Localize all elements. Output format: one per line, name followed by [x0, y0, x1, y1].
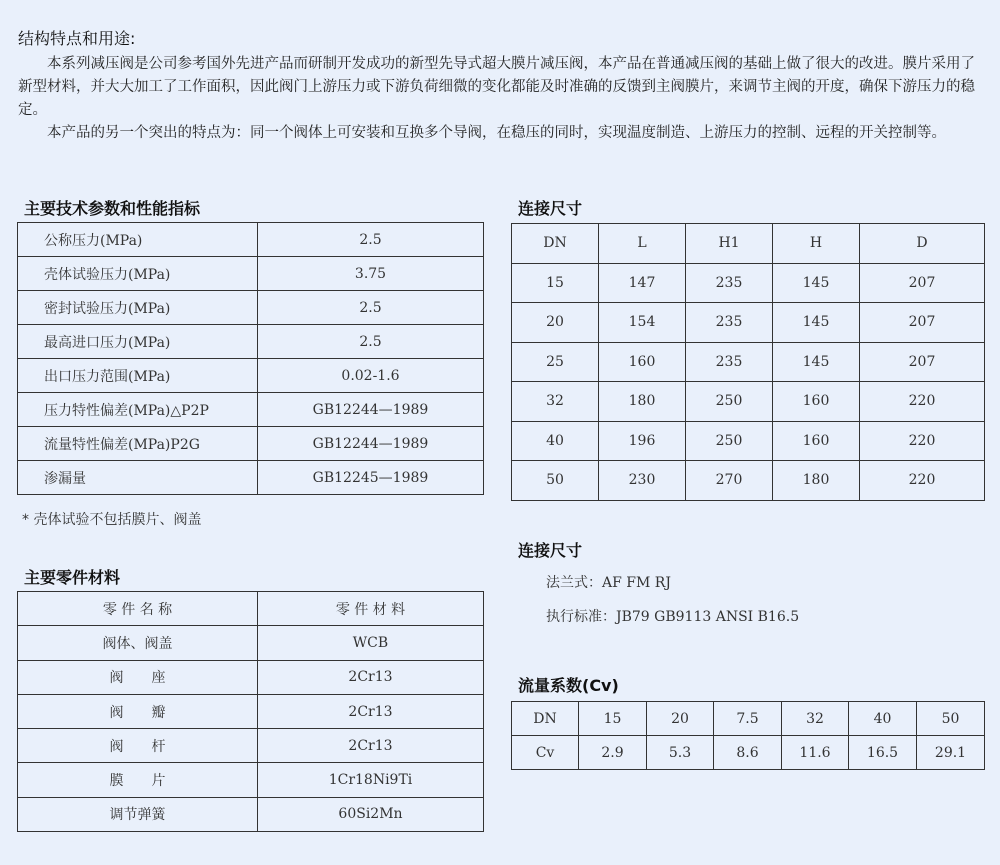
table-cell: 180 — [773, 461, 860, 501]
table-cell: 235 — [686, 263, 773, 303]
cv-title: 流量系数(Cv) — [518, 676, 619, 695]
table-cell: 7.5 — [714, 702, 782, 736]
table-cell: 147 — [599, 263, 686, 303]
table-cell: 207 — [860, 342, 985, 382]
table-cell: 160 — [773, 421, 860, 461]
column-header: 零 件 名 称 — [18, 592, 258, 626]
table-cell: 15 — [512, 263, 599, 303]
table-row — [18, 626, 484, 660]
part-material: 2Cr13 — [258, 660, 484, 694]
table-row — [18, 359, 484, 393]
table-cell: 145 — [773, 263, 860, 303]
table-row — [18, 461, 484, 495]
part-name: 膜 片 — [18, 763, 258, 797]
standards: 执行标准：JB79 GB9113 ANSI B16.5 — [546, 609, 800, 625]
column-header: H — [773, 224, 860, 264]
param-label: 公称压力(MPa) — [18, 223, 258, 257]
table-row — [18, 393, 484, 427]
table-cell: 230 — [599, 461, 686, 501]
column-header: D — [860, 224, 985, 264]
table-cell: 220 — [860, 421, 985, 461]
table-cell: 8.6 — [714, 736, 782, 770]
table-row — [18, 291, 484, 325]
table-row — [18, 325, 484, 359]
param-label: 压力特性偏差(MPa)△P2P — [18, 393, 258, 427]
table-row — [18, 763, 484, 797]
table-cell: 207 — [860, 263, 985, 303]
param-value: 3.75 — [258, 257, 484, 291]
table-cell: 207 — [860, 303, 985, 343]
table-row — [512, 461, 985, 501]
table-cell: 250 — [686, 421, 773, 461]
table-cell: 32 — [782, 702, 849, 736]
table-cell: 5.3 — [647, 736, 714, 770]
part-name: 阀体、阀盖 — [18, 626, 258, 660]
column-header: 零 件 材 料 — [258, 592, 484, 626]
table-cell: 160 — [773, 382, 860, 422]
table-header-row — [18, 592, 484, 626]
table-row — [512, 303, 985, 343]
param-value: 2.5 — [258, 325, 484, 359]
table-cell: 15 — [579, 702, 647, 736]
param-value: GB12245—1989 — [258, 461, 484, 495]
table-cell: 145 — [773, 342, 860, 382]
table-cell: 220 — [860, 461, 985, 501]
table-cell: 40 — [849, 702, 917, 736]
materials-table — [17, 591, 484, 832]
table-cell: 11.6 — [782, 736, 849, 770]
table-row — [512, 263, 985, 303]
intro-title: 结构特点和用途: — [18, 29, 136, 48]
part-material: 1Cr18Ni9Ti — [258, 763, 484, 797]
table-cell: 235 — [686, 342, 773, 382]
param-value: 2.5 — [258, 291, 484, 325]
table-cell: Cv — [512, 736, 579, 770]
table-cell: 40 — [512, 421, 599, 461]
part-material: 2Cr13 — [258, 729, 484, 763]
table-cell: 180 — [599, 382, 686, 422]
part-name: 阀 座 — [18, 660, 258, 694]
params-table — [17, 222, 484, 495]
table-row — [18, 729, 484, 763]
table-cell: 32 — [512, 382, 599, 422]
table-cell: 50 — [512, 461, 599, 501]
table-row — [18, 660, 484, 694]
param-label: 密封试验压力(MPa) — [18, 291, 258, 325]
part-name: 阀 瓣 — [18, 694, 258, 728]
table-cell: 220 — [860, 382, 985, 422]
table-cell: 29.1 — [917, 736, 985, 770]
table-cell: 20 — [512, 303, 599, 343]
intro-section — [18, 26, 988, 145]
table-cell: 250 — [686, 382, 773, 422]
part-name: 阀 杆 — [18, 729, 258, 763]
intro-paragraph-1: 本系列减压阀是公司参考国外先进产品而研制开发成功的新型先导式超大膜片减压阀，本产品在普通减压阀的基础上做了很大的改进。膜片采用了新型材料，并大大加工了工作面积，因此阀门上游压力或下游负荷细微的变化都能及时准确的反馈到主阀膜片，来调节主阀的开度，确保下游压力的稳定。 — [18, 56, 975, 118]
table-row — [18, 797, 484, 831]
table-cell: 196 — [599, 421, 686, 461]
connection-title: 连接尺寸 — [518, 541, 583, 560]
part-material: 60Si2Mn — [258, 797, 484, 831]
table-cell: 2.9 — [579, 736, 647, 770]
column-header: L — [599, 224, 686, 264]
materials-title: 主要零件材料 — [24, 568, 121, 587]
table-header-row — [512, 224, 985, 264]
table-cell: 50 — [917, 702, 985, 736]
part-name: 调节弹簧 — [18, 797, 258, 831]
intro-paragraph-2: 本产品的另一个突出的特点为：同一个阀体上可安装和互换多个导阀，在稳压的同时，实现温度制造、上游压力的控制、远程的开关控制等。 — [47, 125, 946, 141]
table-cell: 160 — [599, 342, 686, 382]
table-row — [18, 257, 484, 291]
param-label: 出口压力范围(MPa) — [18, 359, 258, 393]
table-cell: 270 — [686, 461, 773, 501]
param-label: 流量特性偏差(MPa)P2G — [18, 427, 258, 461]
param-value: GB12244—1989 — [258, 427, 484, 461]
param-label: 最高进口压力(MPa) — [18, 325, 258, 359]
table-row — [512, 342, 985, 382]
flange-types: 法兰式：AF FM RJ — [546, 575, 671, 591]
table-row — [512, 736, 985, 770]
param-label: 渗漏量 — [18, 461, 258, 495]
table-row — [18, 223, 484, 257]
dimensions-title: 连接尺寸 — [518, 199, 583, 218]
part-material: 2Cr13 — [258, 694, 484, 728]
params-title: 主要技术参数和性能指标 — [24, 199, 201, 218]
table-cell: 25 — [512, 342, 599, 382]
table-row — [512, 702, 985, 736]
table-row — [512, 421, 985, 461]
table-cell: 154 — [599, 303, 686, 343]
table-cell: 235 — [686, 303, 773, 343]
params-note: * 壳体试验不包括膜片、阀盖 — [22, 512, 202, 528]
column-header: DN — [512, 224, 599, 264]
dimensions-table — [511, 223, 985, 501]
param-label: 壳体试验压力(MPa) — [18, 257, 258, 291]
column-header: H1 — [686, 224, 773, 264]
param-value: 2.5 — [258, 223, 484, 257]
table-cell: 20 — [647, 702, 714, 736]
param-value: 0.02-1.6 — [258, 359, 484, 393]
part-material: WCB — [258, 626, 484, 660]
table-cell: 16.5 — [849, 736, 917, 770]
table-row — [18, 427, 484, 461]
table-cell: DN — [512, 702, 579, 736]
table-row — [512, 382, 985, 422]
table-cell: 145 — [773, 303, 860, 343]
table-row — [18, 694, 484, 728]
cv-table — [511, 701, 985, 770]
param-value: GB12244—1989 — [258, 393, 484, 427]
